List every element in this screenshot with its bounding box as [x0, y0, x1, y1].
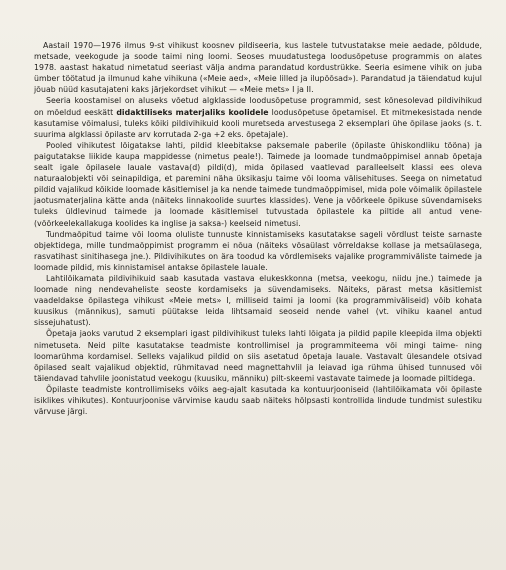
paragraph-3: [34, 140, 482, 229]
paragraph-5: [34, 273, 482, 328]
paragraph-6: [34, 328, 482, 383]
paragraph-text: Tundmaõpitud taime või looma oluliste tunnuste kinnistamiseks kasutatakse sageli võrdlust teiste sarnaste objektidega, mille tundmaõppimist programm ei nõua (näiteks võsaülast võrreldakse kollase ja metsaülasega, rasvatihast sinitihasega jne.). Pildivihikutes on ära toodud ka võrdlemiseks vajalike programmiväliste taimede ja loomade pildid, mis kinnistamisel antakse õpilastele lauale.: [34, 229, 482, 272]
paragraph-text: loodusõpetuse õpetamisel. Et mitmekesistada nende kasutamise võimalusi, tuleks kõiki pildivihikuid kooli muretseda arvestusega 2 eksemplari ühe õpilase jaoks (s. t. suurima algklassi õpilaste arv korrutada 2-ga +2 eks. õpetajale).: [34, 107, 482, 139]
paragraph-text: Seeria koostamisel on aluseks võetud algklasside loodusõpetuse programmid, sest kõnesolevad pildivihikud on mõeldud eeskätt: [34, 96, 482, 117]
paragraph-4: [34, 229, 482, 273]
paragraph-1: [34, 40, 482, 95]
paragraph-text: Õpilaste teadmiste kontrollimiseks võiks aeg-ajalt kasutada ka kontuurjooniseid (lahtilõikamata või õpilaste isiklikes vihikutes). Kontuurjoonise värvimise kaudu saab näiteks hõlpsasti kontrollida lindude tundmist sulestiku värvuse järgi.: [34, 384, 482, 417]
paragraph-7: [34, 384, 482, 417]
paragraph-text: Lahtilõikamata pildivihikuid saab kasutada vastava elukeskkonna (metsa, veekogu, niidu jne.) taimede ja loomade ning nendevaheliste seoste kordamiseks ja süvendamiseks. Näiteks, pärast metsa käsitlemist vaadeldakse õpilastega vihikust «Meie mets» I, milliseid taimi ja loomi (ka programmiväliseid) võib kohata kuusikus (männikus), samuti püütakse leida lihtsamaid seoseid nende vahel (vt. vihiku kaanel antud sissejuhatust).: [34, 273, 482, 328]
paragraph-2: [34, 95, 482, 139]
emphasis-text: didaktiliseks materjaliks koolidele: [116, 107, 269, 117]
body-text: [34, 40, 482, 417]
paragraph-text: Pooled vihikutest lõigatakse lahti, pildid kleebitakse paksemale paberile (õpilaste ühiskondliku tööna) ja paigutatakse liikide kaupa mappidesse (nimetus peale!). Taimede ja loomade tundmaõppimisel annab õpetaja sealt igale õpilasele lauale vastava(d) pildi(d), mida õpilased vaatlevad paralleelselt klassi ees oleva naturaalobjekti või seinapildiga, et paremini näha üksikasju taime või looma välisehituses. Seega on nimetatud pildid vajalikud kõikide loomade käsitlemisel ja ka nende taimede tundmaõppimisel, mida pole võimalik õpilastele jaotusmaterjalina kätte anda (näiteks linnakoolide suurtes klassides). Vene ja võõrkeele õpikuse süvendamiseks tuleks üldlevinud taimede ja loomade käsitlemisel tutvustada õpilastele ka piltide all antud vene- (võõrkeelekallakuga koolides ka inglise ja saksa-) keelseid nimetusi.: [34, 140, 482, 228]
paragraph-text: Õpetaja jaoks varutud 2 eksemplari igast pildivihikust tuleks lahti lõigata ja pildid papile kleepida ilma objekti nimetuseta. Neid pilte kasutatakse teadmiste kontrollimisel ja programmiteema või mingi taime- ning loomarühma kordamisel. Selleks vajalikud pildid on siis asetatud õpetaja lauale. Vastavalt ülesandele otsivad õpilased sealt vajalikud objektid, rühmitavad need magnettahvlil ja leiavad iga rühma ühised tunnused või täiendavad tahvlile joonistatud veekogu (kuusiku, männiku) pilt-skeemi vastavate taimede ja loomade piltidega.: [34, 329, 482, 383]
paragraph-text: Aastail 1970—1976 ilmus 9-st vihikust koosnev pildiseeria, kus lastele tutvustatakse meie aedade, põldude, metsade, veekogude ja soode taimi ning loomi. Seoses muudatustega loodusõpetuse programmis on alates 1978. aastast hakatud nimetatud seeriast välja andma parandatud kordustrükke. Seeria esimene vihik on juba ümber töötatud ja ilmunud kahe vihikuna («Meie aed», «Meie lilled ja ilupõõsad»). Parandatud ja täiendatud kujul jõuab nüüd kasutajateni kaks järjekordset vihikut — «Meie mets» I ja II.: [34, 41, 482, 95]
